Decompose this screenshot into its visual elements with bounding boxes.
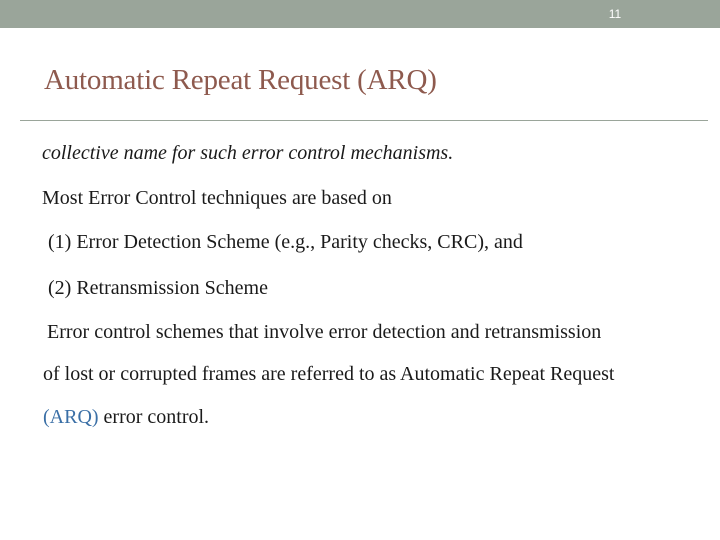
arq-acronym: (ARQ) xyxy=(43,406,99,428)
body-line-arq-description-1: Error control schemes that involve error detection and retransmission xyxy=(47,321,602,343)
header-bar xyxy=(0,0,720,28)
slide-number: 11 xyxy=(608,7,622,21)
body-line-definition: collective name for such error control mechanisms. xyxy=(42,142,454,164)
body-line-error-detection: (1) Error Detection Scheme (e.g., Parity checks, CRC), and xyxy=(48,231,523,253)
arq-suffix-text: error control. xyxy=(98,406,210,428)
slide-title: Automatic Repeat Request (ARQ) xyxy=(44,64,437,96)
body-line-intro: Most Error Control techniques are based on xyxy=(42,187,392,209)
body-line-arq-description-3 xyxy=(43,406,209,429)
title-divider xyxy=(20,120,708,121)
body-line-retransmission: (2) Retransmission Scheme xyxy=(48,277,268,299)
body-line-arq-description-2: of lost or corrupted frames are referred to as Automatic Repeat Request xyxy=(43,363,615,385)
